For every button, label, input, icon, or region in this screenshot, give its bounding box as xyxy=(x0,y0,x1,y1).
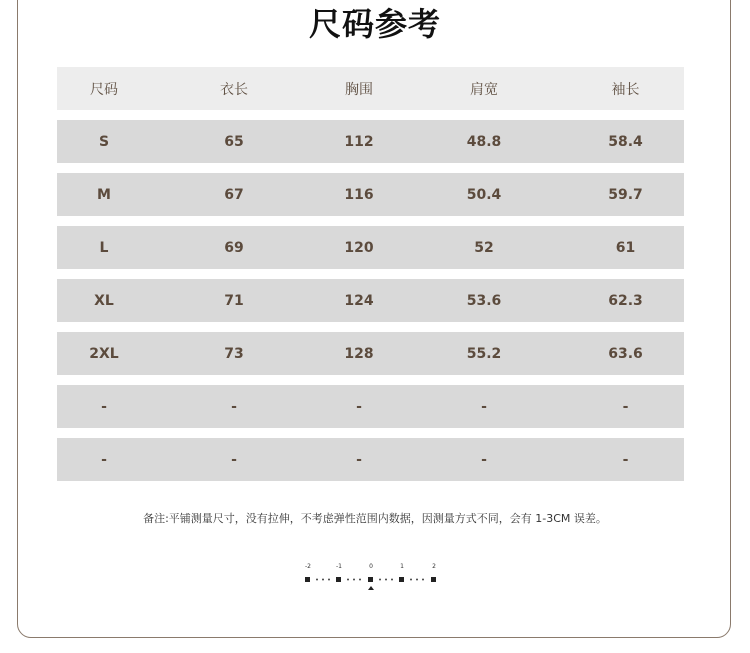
table-cell: 63.6 xyxy=(608,345,643,362)
header-cell: 袖长 xyxy=(611,81,640,98)
table-row xyxy=(57,120,684,163)
table-cell: 73 xyxy=(224,345,244,362)
size-cell: M xyxy=(97,186,111,203)
header-cell: 衣长 xyxy=(220,81,248,98)
table-row xyxy=(57,173,684,216)
table-cell: 65 xyxy=(224,133,244,150)
scale-square xyxy=(399,577,404,582)
table-cell: - xyxy=(481,398,487,415)
scale-dot xyxy=(391,579,393,581)
table-row xyxy=(57,226,684,269)
size-cell: XL xyxy=(94,292,114,309)
table-cell: 53.6 xyxy=(466,292,502,309)
scale-dot xyxy=(422,579,424,581)
scale-dot xyxy=(353,579,355,581)
size-cell: 2XL xyxy=(89,345,119,362)
table-cell: 59.7 xyxy=(608,186,643,203)
table-cell: 52 xyxy=(474,239,494,256)
size-cell: L xyxy=(99,239,109,256)
scale-square xyxy=(431,577,436,582)
table-cell: 116 xyxy=(344,186,374,203)
table-row xyxy=(57,332,684,375)
scale-dot xyxy=(385,579,387,581)
table-cell: 112 xyxy=(344,133,374,150)
scale-dot xyxy=(322,579,324,581)
scale-label: -1 xyxy=(336,563,342,570)
header-cell: 胸围 xyxy=(345,81,373,98)
table-cell: - xyxy=(356,451,362,468)
table-cell: 61 xyxy=(615,239,636,256)
table-cell: - xyxy=(231,398,237,415)
header-cell: 尺码 xyxy=(90,81,118,98)
scale-label: 0 xyxy=(369,563,373,570)
table-cell: 67 xyxy=(224,186,244,203)
table-cell: - xyxy=(622,398,629,415)
table-cell: - xyxy=(231,451,237,468)
scale-square xyxy=(368,577,373,582)
scale-square xyxy=(305,577,310,582)
scale-dot xyxy=(316,579,318,581)
page-title: 尺码参考 xyxy=(308,5,441,43)
size-table xyxy=(57,67,684,491)
scale-dot xyxy=(347,579,349,581)
header-cell: 肩宽 xyxy=(470,81,498,98)
table-cell: 69 xyxy=(224,239,244,256)
scale-dot xyxy=(379,579,381,581)
scale-pointer-icon xyxy=(368,586,374,590)
table-row xyxy=(57,279,684,322)
table-header-row xyxy=(57,67,684,110)
scale-label: 1 xyxy=(400,563,404,570)
table-cell: 124 xyxy=(344,292,374,309)
elasticity-scale xyxy=(300,562,445,592)
table-cell: - xyxy=(481,451,487,468)
scale-graphic xyxy=(300,562,445,592)
size-cell: S xyxy=(98,133,110,150)
table-cell: 62.3 xyxy=(608,292,643,309)
scale-label: -2 xyxy=(305,563,311,570)
scale-dot xyxy=(328,579,330,581)
scale-dot xyxy=(410,579,412,581)
size-cell: - xyxy=(101,398,107,415)
table-cell: - xyxy=(622,451,629,468)
scale-label: 2 xyxy=(432,563,436,570)
table-cell: 58.4 xyxy=(608,133,643,150)
scale-dot xyxy=(416,579,418,581)
measurement-note: 备注:平铺测量尺寸，没有拉伸，不考虑弹性范围内数据，因测量方式不同，会有 1-3CM 误差。 xyxy=(143,512,607,525)
table-cell: 120 xyxy=(344,239,374,256)
table-row xyxy=(57,385,684,428)
scale-dot xyxy=(359,579,361,581)
table-cell: - xyxy=(356,398,362,415)
scale-square xyxy=(336,577,341,582)
table-cell: 50.4 xyxy=(466,186,502,203)
table-cell: 71 xyxy=(224,292,244,309)
table-cell: 48.8 xyxy=(466,133,502,150)
table-cell: 55.2 xyxy=(466,345,502,362)
table-cell: 128 xyxy=(344,345,374,362)
table-row xyxy=(57,438,684,481)
size-cell: - xyxy=(101,451,107,468)
